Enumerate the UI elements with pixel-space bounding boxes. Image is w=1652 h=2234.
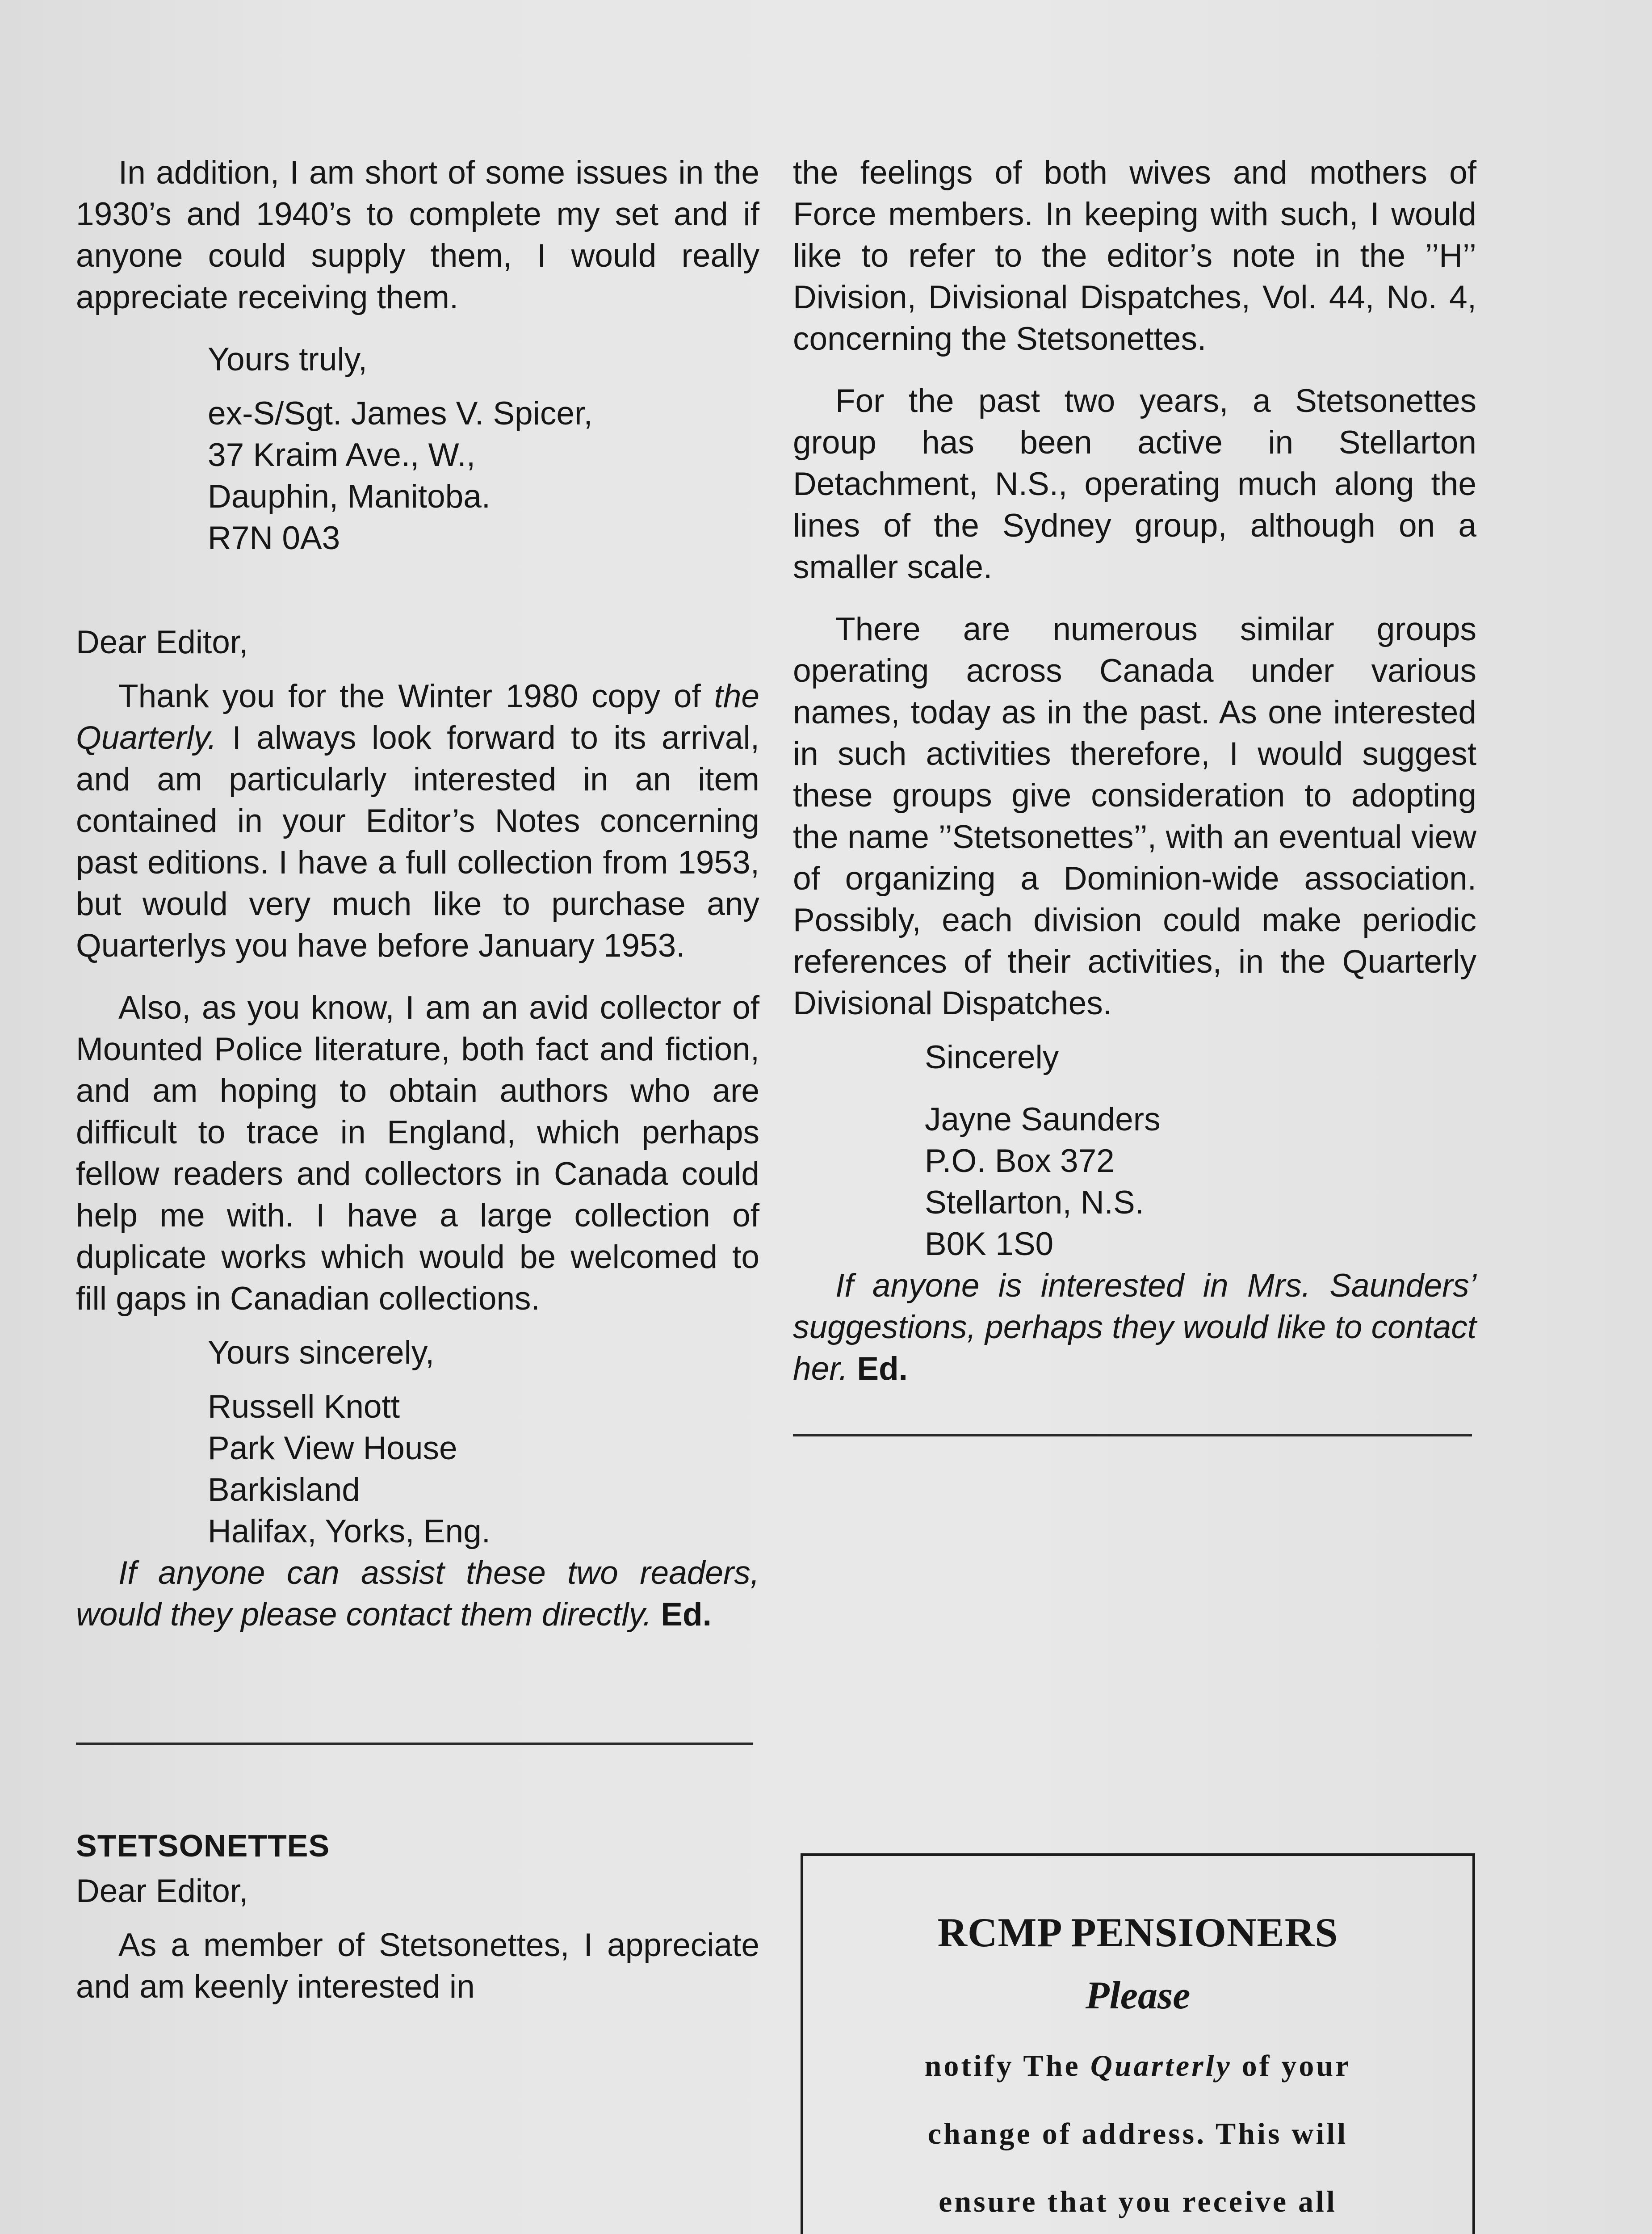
pensioners-notice-box bbox=[801, 1853, 1475, 2234]
notice-line bbox=[803, 2032, 1472, 2100]
notice-line: ensure that you receive all bbox=[939, 2184, 1337, 2218]
signature-line: Dauphin, Manitoba. bbox=[208, 479, 491, 515]
notice-subtitle: Please bbox=[1085, 1974, 1191, 2017]
signature-line: ex-S/Sgt. James V. Spicer, bbox=[208, 395, 593, 432]
intro-paragraph: In addition, I am short of some issues in the 1930’s and 1940’s to complete my set and if anyone could supply them, I would really appreciate receiving them. bbox=[76, 155, 759, 315]
letter3-closing: Sincerely bbox=[925, 1039, 1059, 1075]
notice-line: change of address. This will bbox=[927, 2116, 1348, 2150]
editor-note-text: If anyone is interested in Mrs. Saunders’ suggestions, perhaps they would like to contact her. bbox=[793, 1268, 1476, 1387]
signature-line: Stellarton, N.S. bbox=[925, 1184, 1144, 1221]
quarterly-title: Quarterly bbox=[1090, 2049, 1232, 2083]
section-divider bbox=[793, 1434, 1472, 1436]
letter2-paragraph-1-text: Thank you for the Winter 1980 copy of bbox=[118, 678, 714, 714]
editor-mark: Ed. bbox=[857, 1351, 908, 1387]
letter2-paragraph-1 bbox=[76, 676, 759, 966]
letter1-closing: Yours truly, bbox=[208, 341, 368, 378]
notice-title: RCMP PENSIONERS bbox=[937, 1910, 1338, 1955]
letter2-salutation: Dear Editor, bbox=[76, 624, 248, 660]
letter3-paragraph-1: As a member of Stetsonettes, I appreciate and am keenly interested in bbox=[76, 1927, 759, 2005]
signature-line: Russell Knott bbox=[208, 1389, 400, 1425]
letter3-salutation: Dear Editor, bbox=[76, 1873, 248, 1909]
editor-note-right bbox=[793, 1265, 1476, 1390]
section-heading: STETSONETTES bbox=[76, 1828, 330, 1863]
editor-note-left bbox=[76, 1552, 759, 1635]
editor-mark: Ed. bbox=[661, 1596, 712, 1633]
letter2-closing: Yours sincerely, bbox=[208, 1335, 435, 1371]
signature-line: Barkisland bbox=[208, 1472, 360, 1508]
right-paragraph-2: For the past two years, a Stetsonettes group has been active in Stellarton Detachment, N.S., operating much along the lines of the Sydney group, although on a smaller scale. bbox=[793, 383, 1476, 585]
right-paragraph-continued: the feelings of both wives and mothers of Force members. In keeping with such, I would like to refer to the editor’s note in the ’’H’’ Division, Divisional Dispatches, Vol. 44, No. 4, concerning the Stetsonettes. bbox=[793, 155, 1476, 357]
notice-body bbox=[803, 2032, 1472, 2234]
signature-line: 37 Kraim Ave., W., bbox=[208, 437, 476, 473]
letter2-paragraph-2: Also, as you know, I am an avid collector of Mounted Police literature, both fact and fiction, and am hoping to obtain authors who are difficult to trace in England, which perhaps fellow readers and collectors in Canada could help me with. I have a large collection of duplicate works which would be welcomed to fill gaps in Canadian collections. bbox=[76, 990, 759, 1317]
notice-text: of your bbox=[1232, 2049, 1351, 2083]
left-column bbox=[76, 152, 759, 2007]
signature-line: B0K 1S0 bbox=[925, 1226, 1054, 1262]
signature-line: P.O. Box 372 bbox=[925, 1143, 1115, 1179]
letter1-signature bbox=[76, 393, 759, 559]
signature-line: R7N 0A3 bbox=[208, 520, 340, 556]
quarterly-title: the Quarterly. bbox=[76, 678, 759, 756]
letter2-signature bbox=[76, 1386, 759, 1552]
letter3-signature bbox=[793, 1099, 1476, 1265]
right-column bbox=[793, 152, 1476, 1436]
signature-line: Jayne Saunders bbox=[925, 1101, 1161, 1138]
signature-line: Halifax, Yorks, Eng. bbox=[208, 1513, 491, 1550]
notice-text: notify The bbox=[924, 2049, 1090, 2083]
editor-note-text: If anyone can assist these two readers, would they please contact them directly. bbox=[76, 1555, 759, 1633]
letter2-paragraph-1-text: I always look forward to its arrival, and am particularly interested in an item contained in your Editor’s Notes concerning past editions. I have a full collection from 1953, but would very much like to purchase any Quarterlys you have before January 1953. bbox=[76, 720, 759, 964]
section-divider bbox=[76, 1743, 753, 1745]
right-paragraph-3: There are numerous similar groups operating across Canada under various names, today as in the past. As one interested in such activities therefore, I would suggest these groups give consideration to adopting the name ’’Stetsonettes’’, with an eventual view of organizing a Dominion-wide association. Possibly, each division could make periodic references of their activities, in the Quarterly Divisional Dispatches. bbox=[793, 611, 1476, 1021]
signature-line: Park View House bbox=[208, 1430, 457, 1466]
